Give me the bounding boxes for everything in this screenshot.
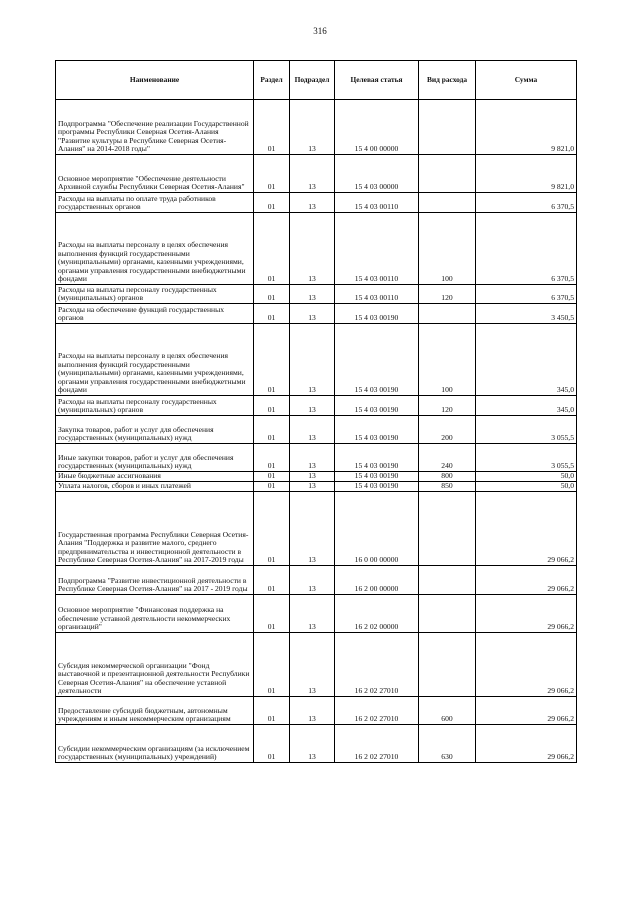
- cell-expense-type: 630: [419, 725, 476, 763]
- table-row: [56, 697, 577, 725]
- table-row: [56, 213, 577, 285]
- header-section: Раздел: [254, 61, 290, 100]
- table-row: [56, 100, 577, 155]
- cell-amount: 50,0: [476, 472, 577, 482]
- cell-subsection: 13: [290, 482, 335, 492]
- cell-name: Подпрограмма "Обеспечение реализации Государственной программы Республики Северная Осетия-Алания "Развитие культуры в Республике Северная Осетия-Алания" на 2014-2018 годы": [56, 100, 254, 155]
- table-row: [56, 595, 577, 633]
- table-row: [56, 633, 577, 697]
- cell-subsection: 13: [290, 324, 335, 396]
- cell-section: 01: [254, 492, 290, 566]
- cell-name: Иные бюджетные ассигнования: [56, 472, 254, 482]
- cell-section: 01: [254, 566, 290, 595]
- cell-expense-type: 600: [419, 697, 476, 725]
- header-amount: Сумма: [476, 61, 577, 100]
- table-row: [56, 304, 577, 324]
- cell-section: 01: [254, 304, 290, 324]
- cell-subsection: 13: [290, 444, 335, 472]
- cell-target: 15 4 03 00110: [335, 285, 419, 304]
- cell-target: 15 4 03 00190: [335, 304, 419, 324]
- cell-subsection: 13: [290, 304, 335, 324]
- cell-amount: 29 066,2: [476, 633, 577, 697]
- table-row: [56, 472, 577, 482]
- cell-name: Расходы на выплаты персоналу в целях обеспечения выполнения функций государственными (муниципальными) органами, казенными учреждениями, органами управления государственными внебюджетными фондами: [56, 213, 254, 285]
- cell-expense-type: 100: [419, 324, 476, 396]
- cell-subsection: 13: [290, 633, 335, 697]
- cell-target: 15 4 03 00190: [335, 396, 419, 416]
- cell-target: 15 4 03 00190: [335, 482, 419, 492]
- header-name: Наименование: [56, 61, 254, 100]
- cell-section: 01: [254, 444, 290, 472]
- cell-subsection: 13: [290, 155, 335, 193]
- cell-subsection: 13: [290, 492, 335, 566]
- cell-name: Субсидии некоммерческим организациям (за исключением государственных (муниципальных) учреждений): [56, 725, 254, 763]
- cell-amount: 29 066,2: [476, 725, 577, 763]
- cell-subsection: 13: [290, 566, 335, 595]
- budget-table: [55, 60, 577, 763]
- cell-expense-type: 850: [419, 482, 476, 492]
- cell-section: 01: [254, 416, 290, 444]
- cell-subsection: 13: [290, 725, 335, 763]
- cell-section: 01: [254, 324, 290, 396]
- cell-name: Основное мероприятие "Обеспечение деятельности Архивной службы Республики Северная Осетия-Алания": [56, 155, 254, 193]
- table-row: [56, 193, 577, 213]
- cell-amount: 345,0: [476, 396, 577, 416]
- cell-subsection: 13: [290, 396, 335, 416]
- cell-subsection: 13: [290, 285, 335, 304]
- cell-amount: 50,0: [476, 482, 577, 492]
- cell-amount: 29 066,2: [476, 595, 577, 633]
- table-row: [56, 492, 577, 566]
- cell-expense-type: [419, 193, 476, 213]
- cell-target: 15 4 03 00190: [335, 416, 419, 444]
- cell-section: 01: [254, 472, 290, 482]
- cell-amount: 29 066,2: [476, 697, 577, 725]
- cell-amount: 29 066,2: [476, 566, 577, 595]
- cell-amount: 9 821,0: [476, 155, 577, 193]
- table-row: [56, 285, 577, 304]
- cell-amount: 345,0: [476, 324, 577, 396]
- cell-name: Государственная программа Республики Северная Осетия-Алания "Поддержка и развитие малого, среднего предпринимательства и инвестиционной деятельности в Республике Северная Осетия-Алания" на 2017-2019 годы: [56, 492, 254, 566]
- header-target: Целевая статья: [335, 61, 419, 100]
- cell-amount: 6 370,5: [476, 213, 577, 285]
- cell-section: 01: [254, 213, 290, 285]
- table-row: [56, 725, 577, 763]
- cell-amount: 3 055,5: [476, 444, 577, 472]
- table-row: [56, 416, 577, 444]
- cell-name: Расходы на выплаты по оплате труда работников государственных органов: [56, 193, 254, 213]
- cell-target: 15 4 00 00000: [335, 100, 419, 155]
- cell-expense-type: 240: [419, 444, 476, 472]
- cell-section: 01: [254, 396, 290, 416]
- table-row: [56, 155, 577, 193]
- cell-section: 01: [254, 285, 290, 304]
- cell-target: 15 4 03 00190: [335, 324, 419, 396]
- table-row: [56, 482, 577, 492]
- cell-name: Уплата налогов, сборов и иных платежей: [56, 482, 254, 492]
- cell-name: Расходы на выплаты персоналу в целях обеспечения выполнения функций государственными (муниципальными) органами, казенными учреждениями, органами управления государственными внебюджетными фондами: [56, 324, 254, 396]
- cell-expense-type: [419, 595, 476, 633]
- cell-section: 01: [254, 725, 290, 763]
- cell-target: 15 4 03 00190: [335, 472, 419, 482]
- cell-section: 01: [254, 100, 290, 155]
- cell-expense-type: 100: [419, 213, 476, 285]
- cell-target: 16 2 02 00000: [335, 595, 419, 633]
- table-row: [56, 566, 577, 595]
- cell-expense-type: [419, 633, 476, 697]
- table-header: [56, 61, 577, 100]
- table-body: [56, 100, 577, 763]
- cell-subsection: 13: [290, 100, 335, 155]
- cell-expense-type: 120: [419, 396, 476, 416]
- cell-target: 15 4 03 00000: [335, 155, 419, 193]
- table-row: [56, 324, 577, 396]
- header-expense-type: Вид расхода: [419, 61, 476, 100]
- cell-subsection: 13: [290, 416, 335, 444]
- cell-section: 01: [254, 193, 290, 213]
- cell-name: Закупка товаров, работ и услуг для обеспечения государственных (муниципальных) нужд: [56, 416, 254, 444]
- cell-target: 16 2 02 27010: [335, 697, 419, 725]
- cell-expense-type: 120: [419, 285, 476, 304]
- cell-expense-type: [419, 492, 476, 566]
- cell-expense-type: [419, 155, 476, 193]
- cell-subsection: 13: [290, 213, 335, 285]
- table-row: [56, 396, 577, 416]
- cell-target: 16 2 02 27010: [335, 633, 419, 697]
- cell-name: Основное мероприятие "Финансовая поддержка на обеспечение уставной деятельности некоммерческих организаций": [56, 595, 254, 633]
- cell-amount: 6 370,5: [476, 285, 577, 304]
- cell-amount: 3 055,5: [476, 416, 577, 444]
- cell-section: 01: [254, 482, 290, 492]
- cell-expense-type: [419, 100, 476, 155]
- cell-target: 15 4 03 00110: [335, 213, 419, 285]
- cell-amount: 9 821,0: [476, 100, 577, 155]
- cell-expense-type: [419, 304, 476, 324]
- cell-section: 01: [254, 633, 290, 697]
- cell-expense-type: 200: [419, 416, 476, 444]
- cell-expense-type: 800: [419, 472, 476, 482]
- cell-target: 15 4 03 00190: [335, 444, 419, 472]
- cell-name: Предоставление субсидий бюджетным, автономным учреждениям и иным некоммерческим организациям: [56, 697, 254, 725]
- cell-name: Расходы на выплаты персоналу государственных (муниципальных) органов: [56, 396, 254, 416]
- cell-subsection: 13: [290, 697, 335, 725]
- cell-amount: 29 066,2: [476, 492, 577, 566]
- cell-subsection: 13: [290, 472, 335, 482]
- cell-name: Расходы на выплаты персоналу государственных (муниципальных) органов: [56, 285, 254, 304]
- cell-name: Иные закупки товаров, работ и услуг для обеспечения государственных (муниципальных) нужд: [56, 444, 254, 472]
- cell-name: Подпрограмма "Развитие инвестиционной деятельности в Республике Северная Осетия-Алания" на 2017 - 2019 годы: [56, 566, 254, 595]
- header-subsection: Подраздел: [290, 61, 335, 100]
- cell-expense-type: [419, 566, 476, 595]
- cell-amount: 6 370,5: [476, 193, 577, 213]
- cell-target: 15 4 03 00110: [335, 193, 419, 213]
- cell-name: Расходы на обеспечение функций государственных органов: [56, 304, 254, 324]
- cell-target: 16 0 00 00000: [335, 492, 419, 566]
- cell-section: 01: [254, 155, 290, 193]
- page-number: 316: [313, 26, 327, 36]
- cell-section: 01: [254, 595, 290, 633]
- cell-subsection: 13: [290, 595, 335, 633]
- cell-target: 16 2 02 27010: [335, 725, 419, 763]
- cell-name: Субсидия некоммерческой организации "Фонд выставочной и презентационной деятельности Республики Северная Осетия-Алания" на обеспечение уставной деятельности: [56, 633, 254, 697]
- cell-target: 16 2 00 00000: [335, 566, 419, 595]
- cell-amount: 3 450,5: [476, 304, 577, 324]
- cell-section: 01: [254, 697, 290, 725]
- table-row: [56, 444, 577, 472]
- cell-subsection: 13: [290, 193, 335, 213]
